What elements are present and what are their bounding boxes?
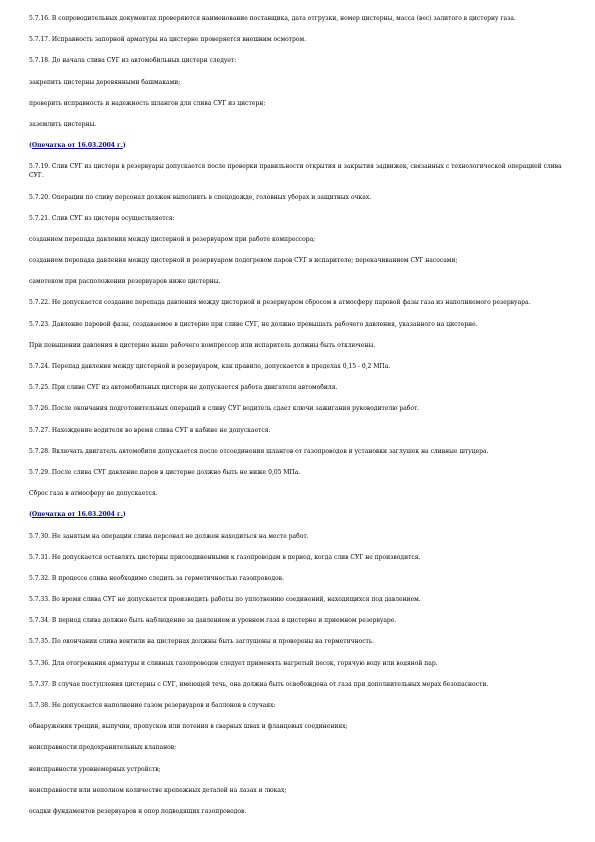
paragraph: 5.7.22. Не допускается создание перепада давления между цистерной и резервуаром сбросом в атмосферу паровой фазы газа из наполняемого резервуара.: [29, 299, 531, 307]
paragraph: созданием перепада давления между цистерной и резервуаром при работе компрессора;: [29, 235, 316, 243]
paragraph: 5.7.34. В период слива должно быть наблюдение за давлением и уровнем газа в цистерне и приемном резервуаре.: [29, 617, 397, 625]
erratum-link[interactable]: Опечатка от 16.03.2004 г.: [31, 142, 123, 150]
paragraph: закрепить цистерны деревянными башмаками;: [29, 78, 181, 86]
paragraph: созданием перепада давления между цистерной и резервуаром подогревом паров СУГ в испарителе; перекачиванием СУГ насосами;: [29, 257, 458, 265]
paragraph: 5.7.35. По окончании слива вентили на цистернах должны быть заглушены и проверены на герметичность.: [29, 638, 375, 646]
paragraph: 5.7.36. Для отогревания арматуры и сливных газопроводов следует применять нагретый песок, горячую воду или водяной пар.: [29, 659, 438, 667]
paragraph: 5.7.26. После окончания подготовительных операций к сливу СУГ водитель сдает ключи зажигания руководителю работ.: [29, 405, 420, 413]
paragraph: неисправности предохранительных клапанов;: [29, 744, 177, 752]
paragraph: 5.7.32. В процессе слива необходимо следить за герметичностью газопроводов.: [29, 574, 284, 582]
paragraph: 5.7.21. Слив СУГ из цистерн осуществляется:: [29, 214, 175, 222]
paragraph: 5.7.17. Исправность запорной арматуры на цистерне проверяется внешним осмотром.: [29, 36, 307, 44]
paragraph: 5.7.16. В сопроводительных документах проверяются наименование поставщика, дата отгрузки, номер цистерны, масса (вес) залитого в цистерну газа.: [29, 15, 516, 22]
paragraph: 5.7.25. При сливе СУГ из автомобильных цистерн не допускается работа двигателя автомобиля.: [29, 384, 338, 392]
document-page: [29, 14, 570, 828]
erratum-note: (Опечатка от 16.03.2004 г.): [29, 142, 126, 150]
paragraph: Сброс газа в атмосферу не допускается.: [29, 490, 158, 498]
erratum-note: (Опечатка от 16.03.2004 г.): [29, 511, 126, 519]
paragraph: 5.7.33. Во время слива СУГ не допускается производить работы по уплотнению соединений, находящихся под давлением.: [29, 596, 421, 604]
paragraph: 5.7.23. Давление паровой фазы, создаваемое в цистерне при сливе СУГ, не должно превышать рабочего давления, указанного на цистерне.: [29, 320, 478, 328]
paragraph: 5.7.28. Включать двигатель автомобиля допускается после отсоединения шлангов от газопроводов и установки заглушек на сливные штуцера.: [29, 447, 489, 455]
paragraph: 5.7.24. Перепад давления между цистерной и резервуаром, как правило, допускается в пределах 0,15 - 0,2 МПа.: [29, 363, 391, 370]
paragraph: 5.7.38. Не допускается наполнение газом резервуаров и баллонов в случаях:: [29, 702, 276, 709]
paragraph: 5.7.27. Нахождение водителя во время слива СУГ в кабине не допускается.: [29, 426, 271, 434]
erratum-link[interactable]: Опечатка от 16.03.2004 г.: [31, 511, 123, 519]
paragraph: самотеком при расположении резервуаров ниже цистерны.: [29, 278, 221, 286]
paragraph: неисправности или неполном количестве крепежных деталей на лазах и люках;: [29, 786, 287, 794]
paragraph: 5.7.30. Не занятым на операции слива персонал не должен находиться на месте работ.: [29, 532, 309, 540]
paragraph: 5.7.19. Слив СУГ из цистерн в резервуары допускается после проверки правильности открытия и закрытия задвижек, связанных с технологической операцией слива СУГ.: [29, 163, 562, 180]
paragraph: 5.7.31. Не допускается оставлять цистерны присоединенными к газопроводам в период, когда слив СУГ не производится.: [29, 553, 421, 561]
paragraph: При повышении давления в цистерне выше рабочего компрессор или испаритель должны быть отключены.: [29, 341, 376, 349]
paragraph: неисправности уровнемерных устройств;: [29, 765, 161, 773]
paragraph: проверить исправность и надежность шлангов для слива СУГ из цистерн;: [29, 99, 266, 107]
paragraph: 5.7.29. После слива СУГ давление паров в цистерне должно быть не ниже 0,05 МПа.: [29, 468, 301, 476]
paragraph: заземлить цистерны.: [29, 120, 97, 128]
paragraph: 5.7.18. До начала слива СУГ из автомобильных цистерн следует:: [29, 57, 237, 65]
paragraph: обнаружения трещин, выпучин, пропусков или потения в сварных швах и фланцевых соединениях;: [29, 723, 348, 731]
paragraph: 5.7.20. Операции по сливу персонал должен выполнять в спецодежде, головных уборах и защитных очках.: [29, 193, 372, 201]
paragraph: осадки фундаментов резервуаров и опор подводящих газопроводов.: [29, 807, 247, 815]
paragraph: 5.7.37. В случае поступления цистерны с СУГ, имеющей течь, она должна быть освобождена от газа при дополнительных мерах безопасности.: [29, 680, 489, 688]
